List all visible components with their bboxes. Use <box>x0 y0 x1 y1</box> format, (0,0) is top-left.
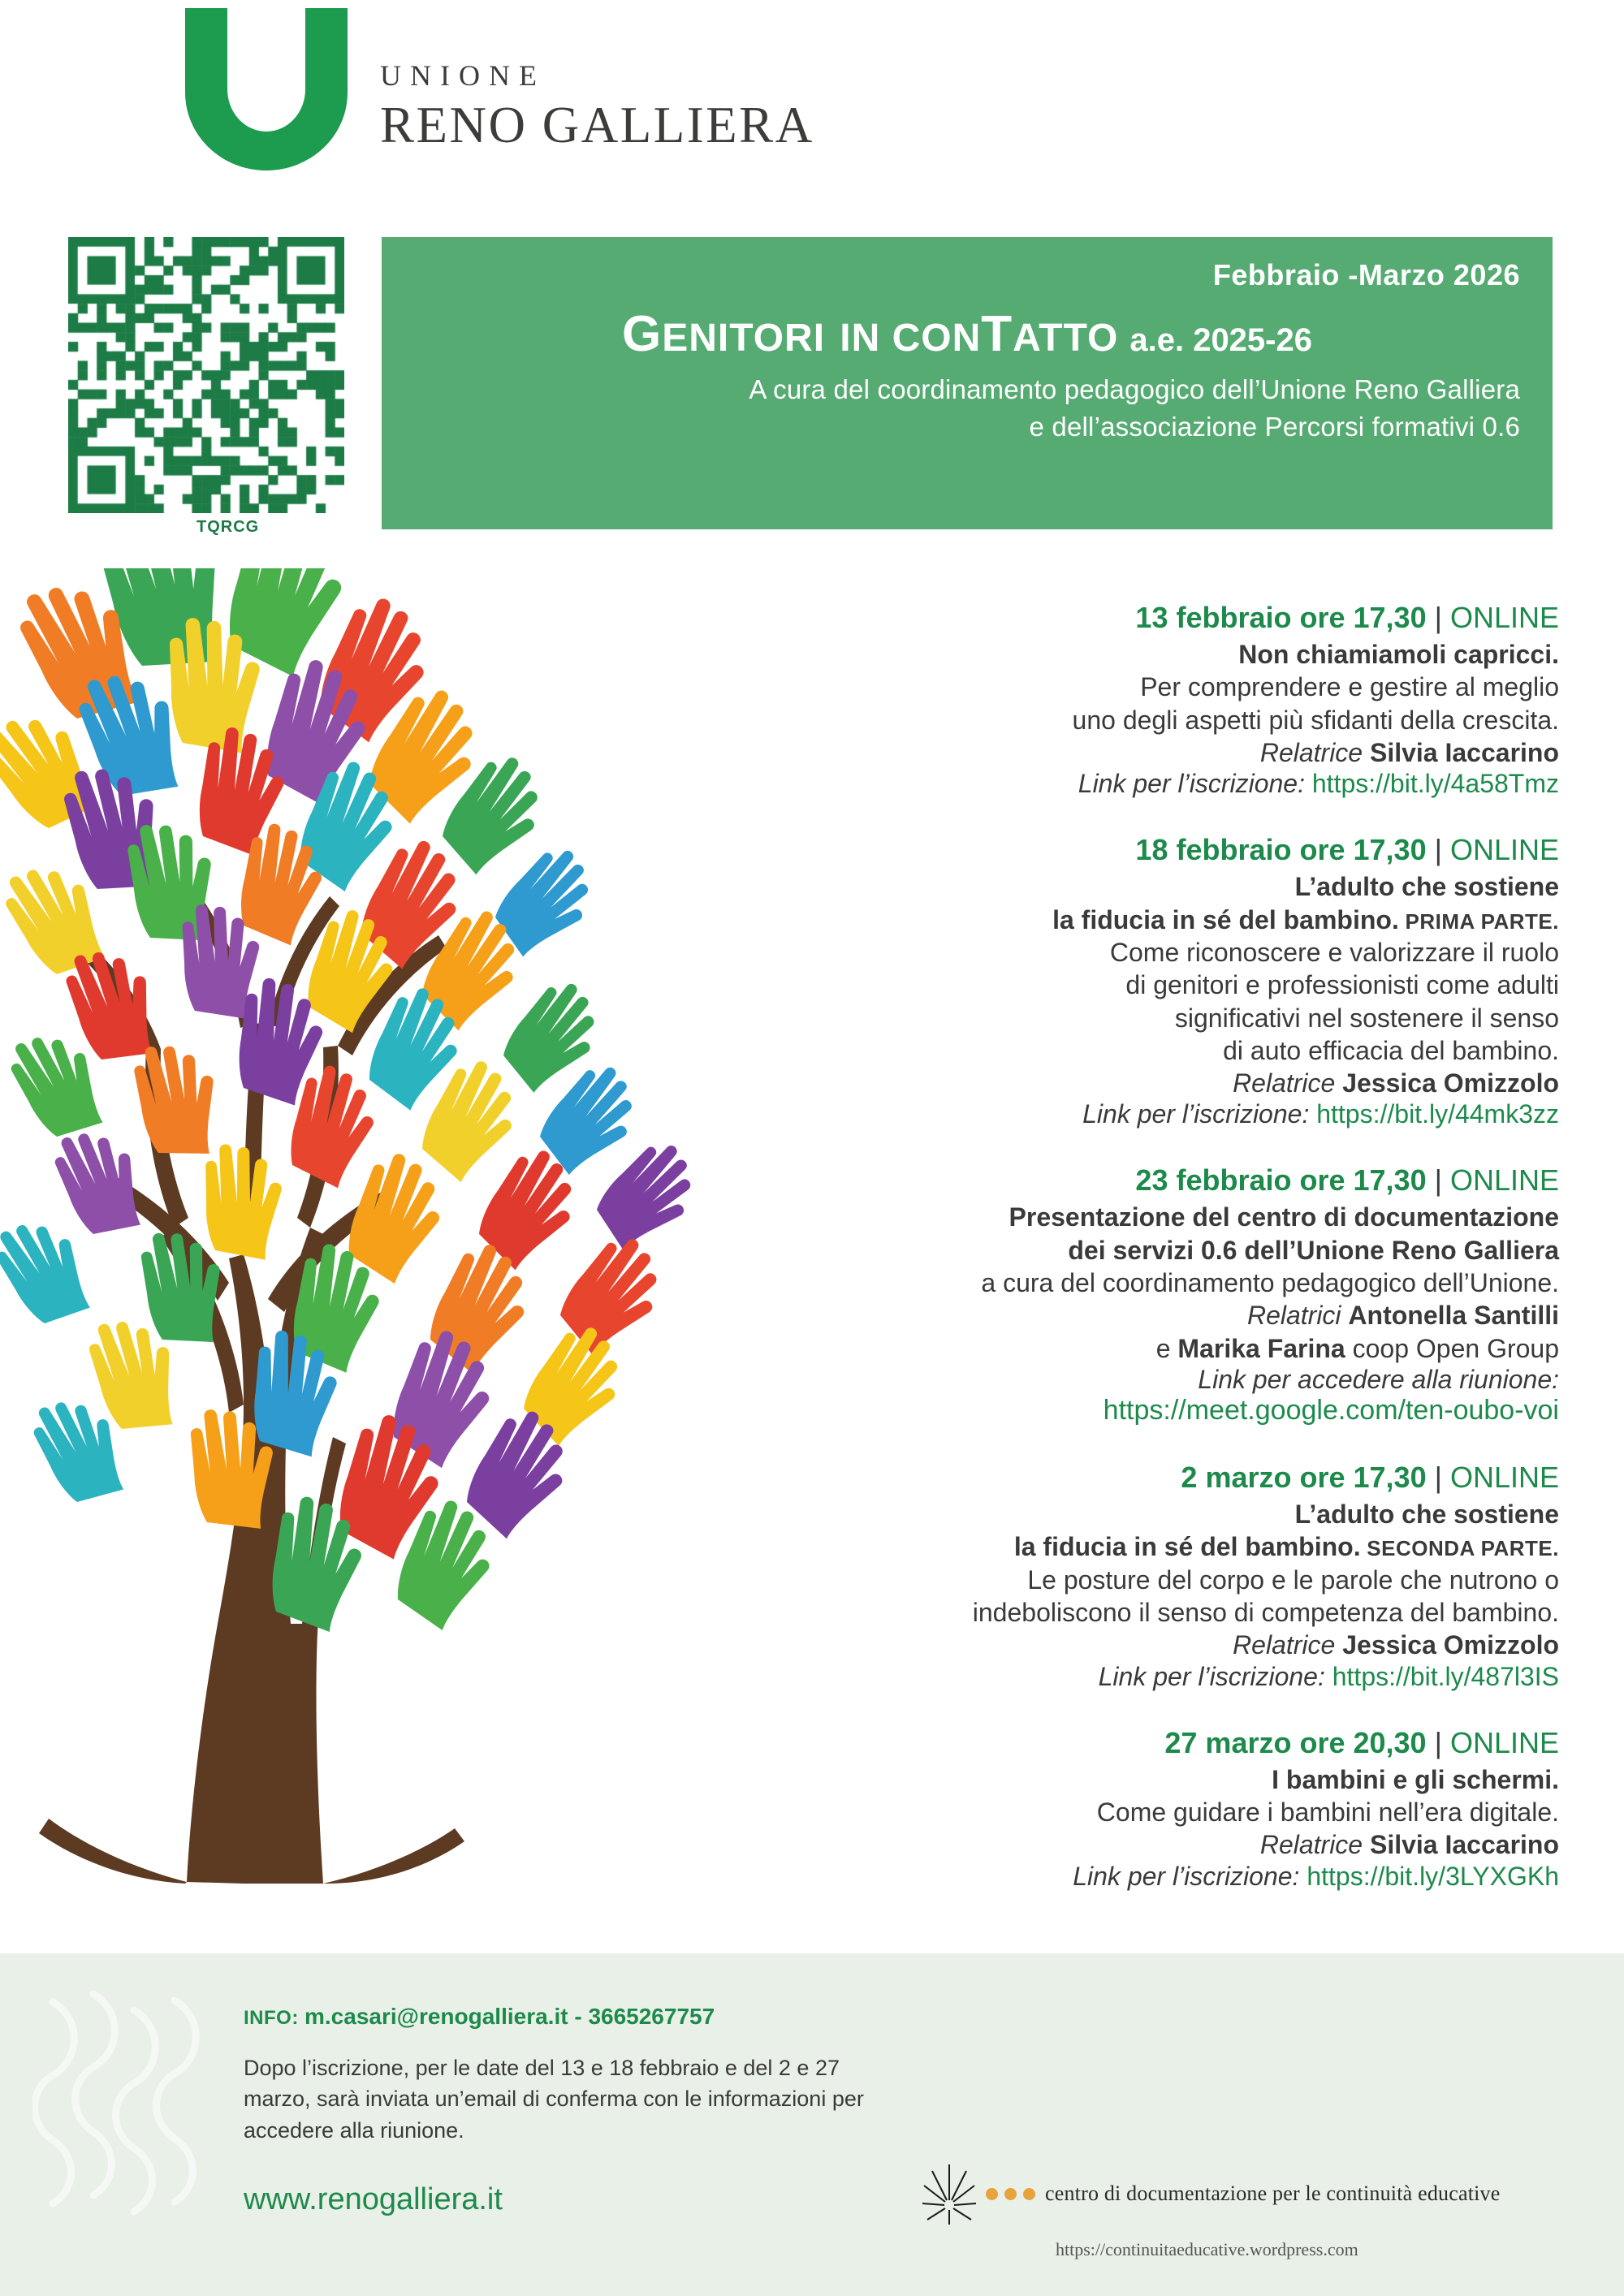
event-description-line: Come riconoscere e valorizzare il ruolo <box>1109 937 1559 967</box>
event-mode: ONLINE <box>1449 833 1559 867</box>
event-speaker-2: e Marika Farina coop Open Group <box>1155 1333 1559 1363</box>
event-description-line: di auto efficacia del bambino. <box>1223 1035 1559 1065</box>
event-description-line: a cura del coordinamento pedagogico dell’Unione. <box>981 1268 1559 1298</box>
event-header: 2 marzo ore 17,30 | ONLINE <box>1181 1461 1559 1494</box>
banner-title: GENITORI IN CONTATTO <box>621 306 1119 362</box>
event-subtitle: la fiducia in sé del bambino. SECONDA PARTE. <box>1013 1532 1559 1562</box>
event-title: L’adulto che sostiene <box>1294 872 1559 902</box>
event-mode: ONLINE <box>1449 1163 1559 1198</box>
event-header: 23 febbraio ore 17,30 | ONLINE <box>1135 1163 1559 1198</box>
title-banner <box>382 237 1553 529</box>
banner-subtitle-2: e dell’associazione Percorsi formativi 0.6 <box>1029 412 1520 442</box>
qr-code-block[interactable] <box>68 237 374 546</box>
event-link-label: Link per accedere alla riunione: <box>1198 1365 1559 1394</box>
event-description-line: Come guidare i bambini nell’era digitale. <box>1096 1797 1559 1827</box>
event-link[interactable]: Link per l’iscrizione: https://bit.ly/487l3IS <box>1098 1661 1559 1691</box>
event-speaker: Relatrice Jessica Omizzolo <box>1233 1630 1559 1660</box>
event-link[interactable]: https://meet.google.com/ten-oubo-voi <box>1103 1395 1559 1426</box>
info-label: INFO: <box>244 2007 304 2029</box>
logo-line-unione: UNIONE <box>380 59 546 92</box>
documentation-center-url[interactable]: https://continuitaeducative.wordpress.com <box>1056 2239 1358 2259</box>
event-description-line: significativi nel sostenere il senso <box>1174 1003 1559 1033</box>
banner-year: a.e. 2025-26 <box>1129 322 1312 358</box>
contact-line <box>244 2004 909 2030</box>
event-header: 27 marzo ore 20,30 | ONLINE <box>1164 1725 1559 1759</box>
events-list <box>674 601 1559 1926</box>
event-title: I bambini e gli schermi. <box>1272 1764 1559 1794</box>
info-value[interactable]: m.casari@renogalliera.it - 3665267757 <box>304 2004 715 2029</box>
event-description-line: Per comprendere e gestire al meglio <box>1140 672 1559 702</box>
event-date: 13 febbraio ore 17,30 <box>1135 601 1427 634</box>
event-link[interactable]: Link per l’iscrizione: https://bit.ly/3LYXGKh <box>1073 1861 1559 1891</box>
footer <box>0 1953 1624 2296</box>
sunburst-icon <box>918 2160 981 2228</box>
event-subtitle: dei servizi 0.6 dell’Unione Reno Galliera <box>1068 1235 1559 1265</box>
hand-leaf <box>201 1141 287 1264</box>
hand-leaf <box>45 1116 158 1248</box>
hand-leaf <box>512 1316 639 1457</box>
event-title: Non chiamiamoli capricci. <box>1238 640 1559 669</box>
documentation-center-block <box>918 2160 1592 2260</box>
event-description-line: uno degli aspetti più sfidanti della crescita. <box>1072 705 1559 735</box>
event-speaker: Relatrici Antonella Santilli <box>1246 1301 1559 1331</box>
banner-title-row <box>414 305 1520 363</box>
footer-info-block <box>244 2004 909 2146</box>
event-date: 23 febbraio ore 17,30 <box>1135 1163 1427 1198</box>
event-title: Presentazione del centro di documentazione <box>1009 1202 1559 1232</box>
event-item <box>674 601 1559 799</box>
event-mode: ONLINE <box>1449 1725 1559 1759</box>
banner-subtitle-1: A cura del coordinamento pedagogico dell’Unione Reno Galliera <box>749 374 1520 404</box>
event-item <box>674 1163 1559 1426</box>
event-link[interactable]: Link per l’iscrizione: https://bit.ly/44mk3zz <box>1082 1099 1559 1129</box>
banner-date: Febbraio -Marzo 2026 <box>1212 258 1520 291</box>
hand-leaf <box>339 1146 455 1290</box>
qr-code-icon[interactable] <box>68 237 344 513</box>
event-speaker: Relatrice Jessica Omizzolo <box>1233 1068 1559 1098</box>
documentation-center-name: centro di documentazione per le continuità educative <box>1045 2182 1501 2205</box>
event-title: L’adulto che sostiene <box>1294 1500 1559 1529</box>
event-description-line: di genitori e professionisti come adulti <box>1125 970 1559 1000</box>
event-mode: ONLINE <box>1449 601 1559 634</box>
website-link[interactable]: www.renogalliera.it <box>244 2182 503 2216</box>
event-speaker: Relatrice Silvia Iaccarino <box>1259 1830 1559 1860</box>
logo-line-reno-galliera: RENO GALLIERA <box>380 97 814 153</box>
three-dots-icon <box>986 2188 1035 2200</box>
event-header: 18 febbraio ore 17,30 | ONLINE <box>1135 833 1559 867</box>
event-date: 18 febbraio ore 17,30 <box>1135 833 1427 867</box>
event-link[interactable]: Link per l’iscrizione: https://bit.ly/4a58Tmz <box>1078 769 1559 799</box>
event-item <box>674 833 1559 1129</box>
event-date: 27 marzo ore 20,30 <box>1164 1725 1427 1759</box>
event-item <box>674 1726 1559 1892</box>
registration-note: Dopo l’iscrizione, per le date del 13 e 18 febbraio e del 2 e 27 marzo, sarà inviata un’email di conferma con le informazioni per accedere alla riunione. <box>244 2056 864 2143</box>
organization-logo <box>185 8 814 195</box>
event-description-line: Le posture del corpo e le parole che nutrono o <box>1027 1564 1559 1595</box>
logo-wordmark <box>380 58 814 155</box>
event-speaker: Relatrice Silvia Iaccarino <box>1259 737 1559 767</box>
event-date: 2 marzo ore 17,30 <box>1181 1461 1427 1494</box>
event-description-line: indeboliscono il senso di competenza del bambino. <box>972 1597 1559 1627</box>
event-subtitle: la fiducia in sé del bambino. PRIMA PARTE. <box>1052 904 1559 934</box>
decorative-squiggle-icon <box>32 1986 219 2262</box>
event-header: 13 febbraio ore 17,30 | ONLINE <box>1135 601 1559 634</box>
event-item <box>674 1461 1559 1692</box>
event-mode: ONLINE <box>1449 1461 1559 1494</box>
unione-u-mark-icon <box>185 8 348 175</box>
qr-code-label: TQRCG <box>197 518 260 536</box>
